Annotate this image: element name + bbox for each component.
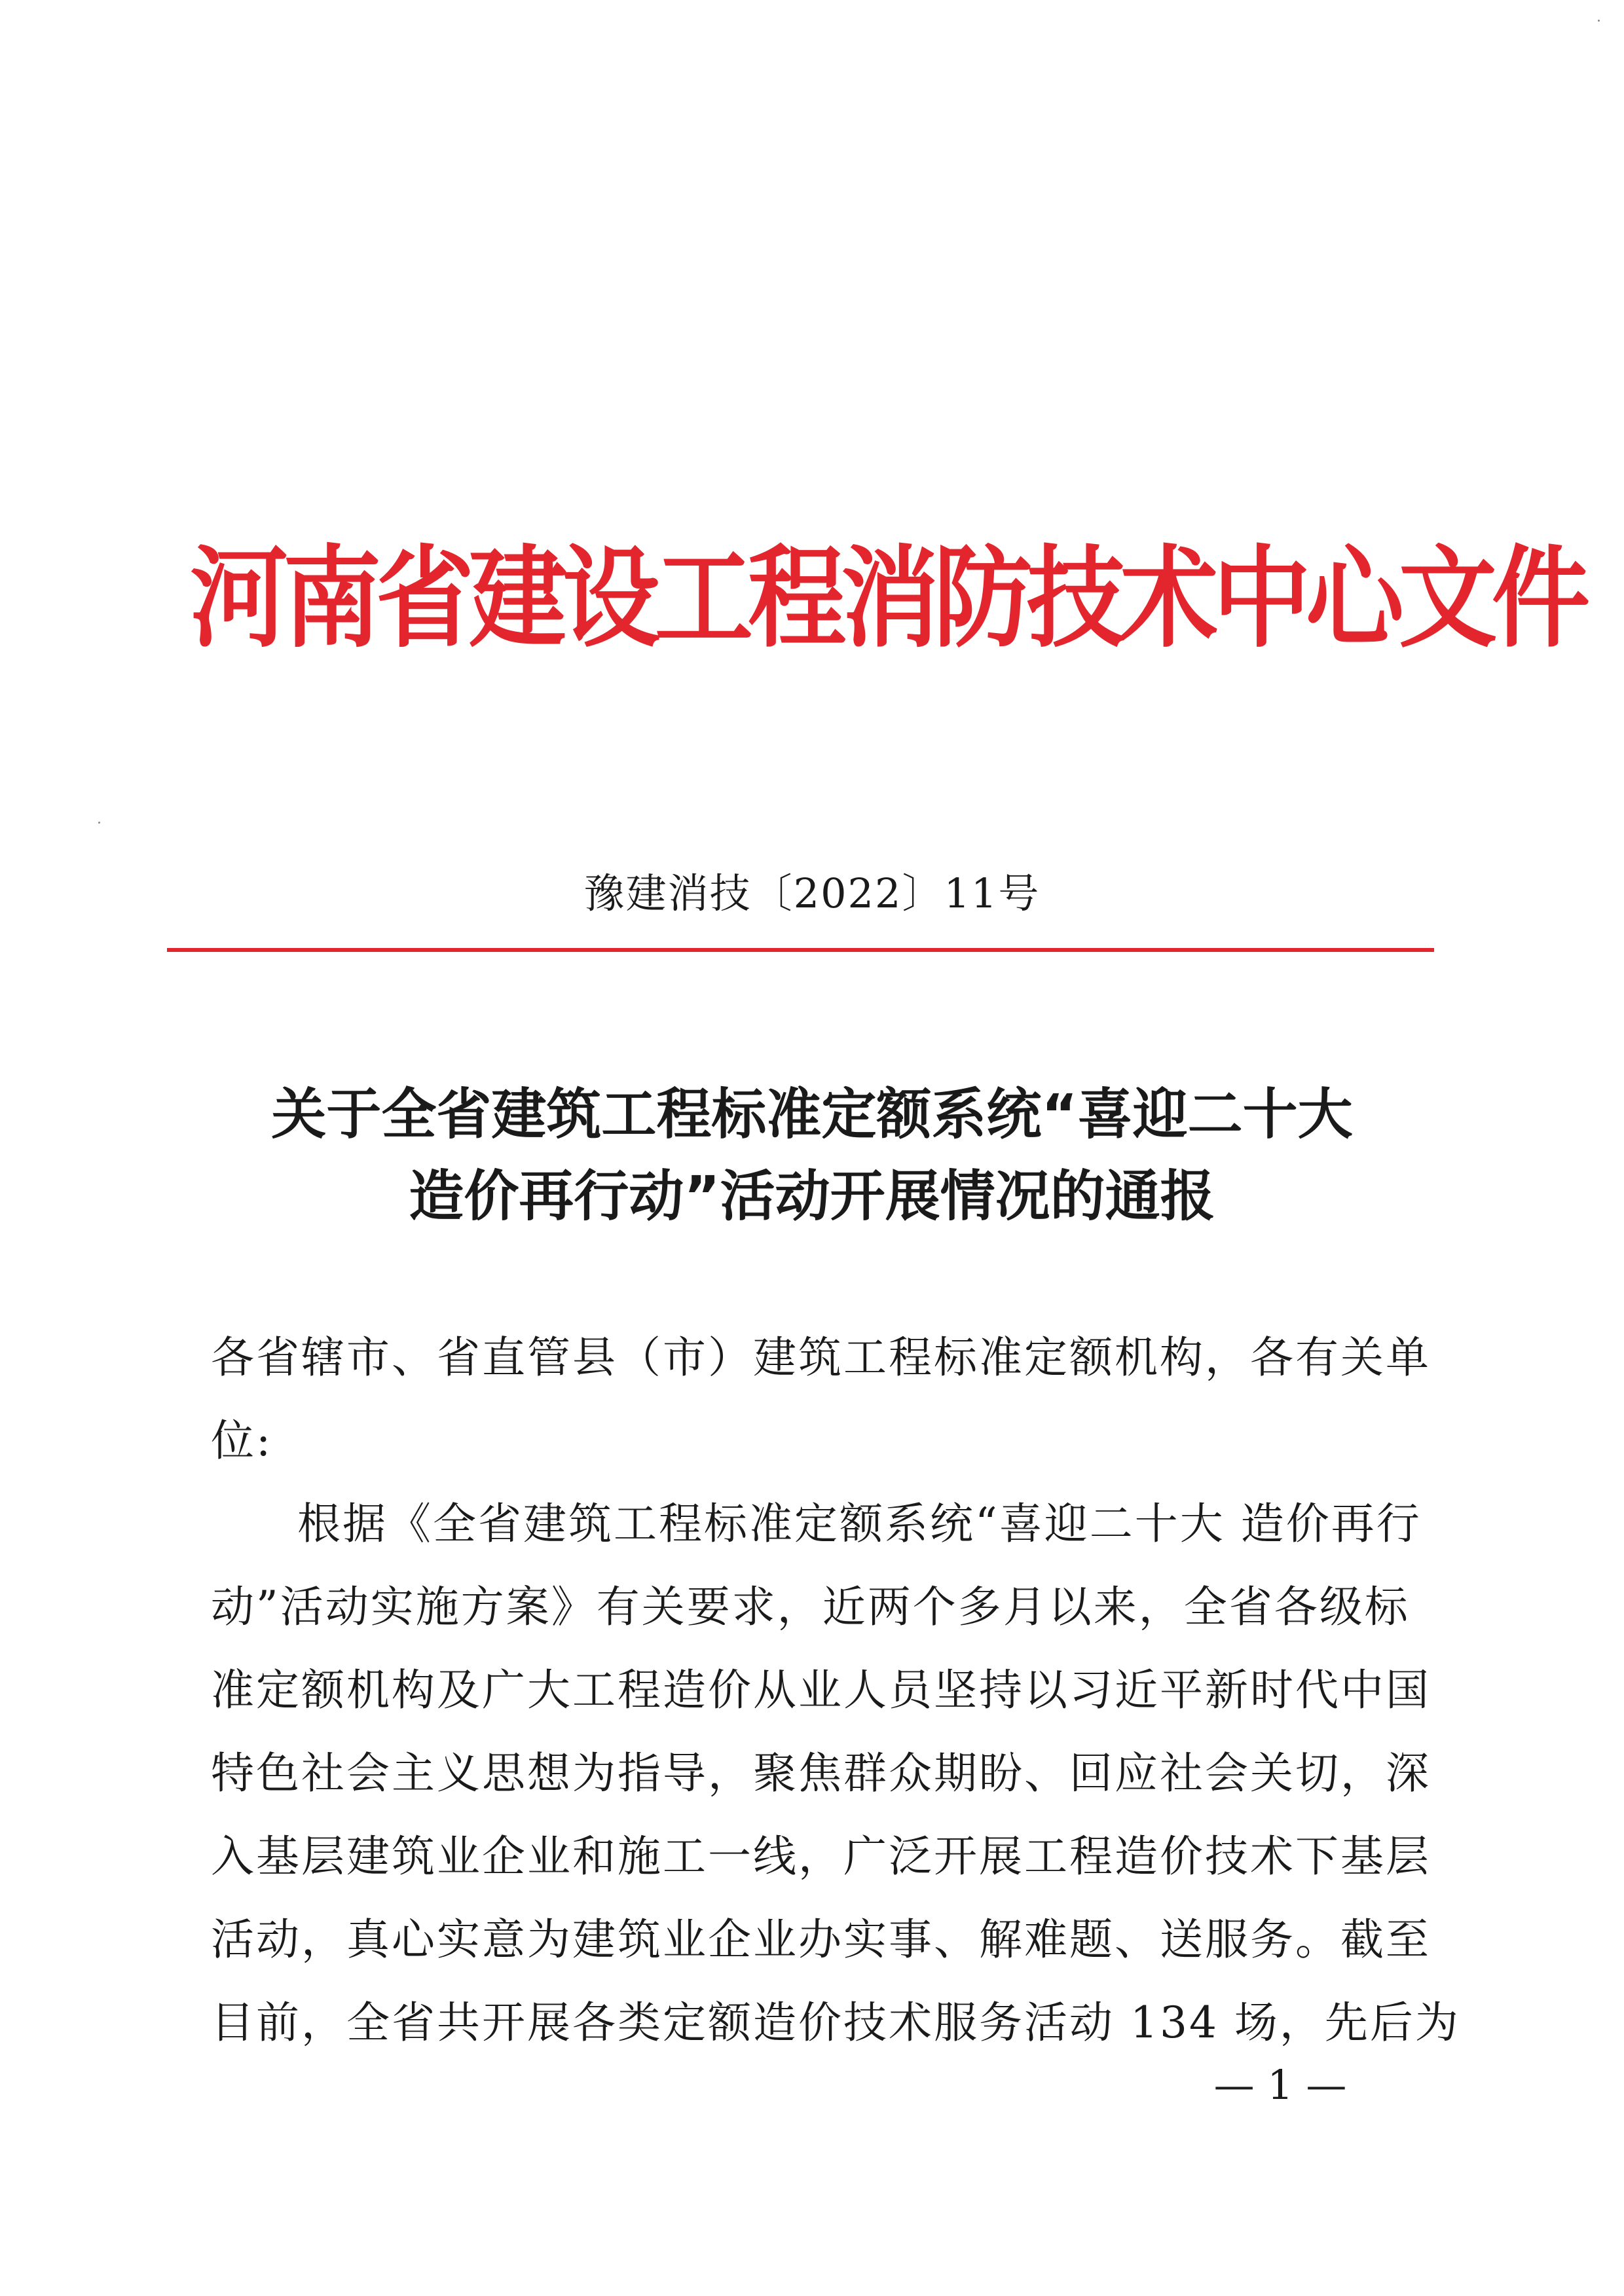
body-line-8: 活动，真心实意为建筑业企业办实事、解难题、送服务。截至 xyxy=(211,1914,1431,1965)
body-line-9: 目前，全省共开展各类定额造价技术服务活动 134 场，先后为 xyxy=(211,1997,1460,2048)
notice-title-line-2: 造价再行动”活动开展情况的通报 xyxy=(409,1164,1215,1228)
body-line-5: 准定额机构及广大工程造价从业人员坚持以习近平新时代中国 xyxy=(211,1665,1431,1715)
masthead-title: 河南省建设工程消防技术中心文件 xyxy=(190,535,1585,663)
red-divider-line xyxy=(167,948,1434,952)
notice-title-line-1: 关于全省建筑工程标准定额系统“喜迎二十大 xyxy=(271,1082,1353,1146)
notice-title xyxy=(170,1074,1454,1237)
body-line-6: 特色社会主义思想为指导，聚焦群众期盼、回应社会关切，深 xyxy=(211,1748,1431,1798)
body-text xyxy=(211,1316,1460,2064)
scan-speck xyxy=(1598,20,1600,22)
document-number: 豫建消技〔2022〕11号 xyxy=(583,869,1041,917)
body-line-3: 根据《全省建筑工程标准定额系统“喜迎二十大 造价再行 xyxy=(297,1499,1422,1549)
body-line-4: 动”活动实施方案》有关要求，近两个多月以来，全省各级标 xyxy=(211,1582,1410,1632)
scan-speck xyxy=(98,822,100,824)
body-line-2: 位: xyxy=(211,1415,273,1466)
body-line-7: 入基层建筑业企业和施工一线，广泛开展工程造价技术下基层 xyxy=(211,1831,1431,1882)
body-line-1: 各省辖市、省直管县（市）建筑工程标准定额机构，各有关单 xyxy=(211,1332,1431,1383)
page-number: — 1 — xyxy=(1213,2061,1347,2109)
